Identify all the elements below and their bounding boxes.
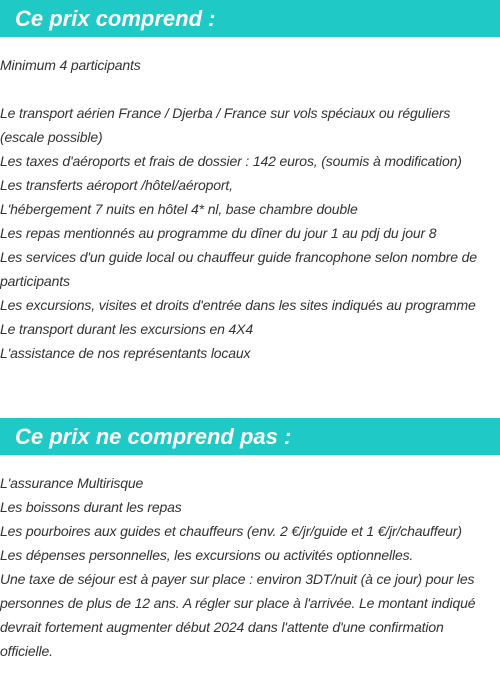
included-section-title: Ce prix comprend : [0, 0, 500, 37]
included-item: Les repas mentionnés au programme du dîner du jour 1 au pdj du jour 8 [0, 225, 437, 241]
spacer [0, 77, 496, 101]
included-item: Le transport aérien France / Djerba / France sur vols spéciaux ou réguliers (escale possible) [0, 105, 451, 145]
included-item: Les transferts aéroport /hôtel/aéroport, [0, 177, 233, 193]
excluded-section-title: Ce prix ne comprend pas : [0, 418, 500, 455]
excluded-item: L'assurance Multirisque [0, 475, 144, 491]
included-item: Le transport durant les excursions en 4X4 [0, 321, 254, 337]
excluded-item: Les pourboires aux guides et chauffeurs (env. 2 €/jr/guide et 1 €/jr/chauffeur) [0, 523, 462, 539]
included-item: Les taxes d'aéroports et frais de dossier : 142 euros, (soumis à modification) [0, 153, 462, 169]
minimum-participants: Minimum 4 participants [0, 57, 141, 73]
included-list [0, 53, 500, 365]
included-item: Les services d'un guide local ou chauffeur guide francophone selon nombre de participants [0, 249, 477, 289]
excluded-list [0, 471, 500, 663]
excluded-item: Une taxe de séjour est à payer sur place : environ 3DT/nuit (à ce jour) pour les personnes de plus de 12 ans. A régler sur place à l'arrivée. Le montant indiqué devrait fortement augmenter début 2024 dans l'attente d'une confirmation officielle. [0, 571, 476, 659]
included-item: L'assistance de nos représentants locaux [0, 345, 251, 361]
included-item: L'hébergement 7 nuits en hôtel 4* nl, base chambre double [0, 201, 358, 217]
excluded-item: Les boissons durant les repas [0, 499, 182, 515]
included-item: Les excursions, visites et droits d'entrée dans les sites indiqués au programme [0, 297, 476, 313]
excluded-item: Les dépenses personnelles, les excursions ou activités optionnelles. [0, 547, 414, 563]
